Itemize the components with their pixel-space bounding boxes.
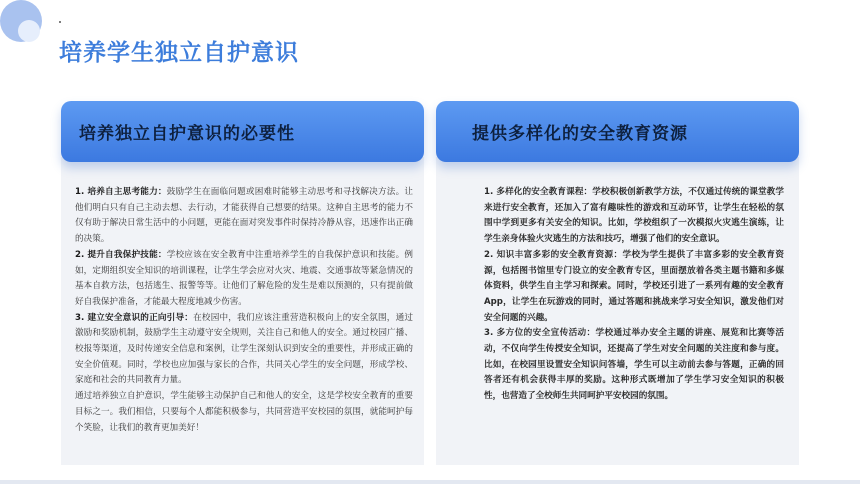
right-card-item-label: 2. 知识丰富多彩的安全教育资源： bbox=[484, 249, 623, 260]
left-card-item-text: 学校应该在安全教育中注重培养学生的自我保护意识和技能。例如，定期组织安全知识的培训课程，让学生学会应对火灾、地震、交通事故等紧急情况的基本自救方法，包括逃生、报警等等。让他们了解危险的发生是难以预测的，只有提前做好自我保护准备，才能最大程度地减少伤害。 bbox=[75, 249, 413, 307]
right-card-item-text: 学校通过举办安全主题的讲座、展览和比赛等活动，不仅向学生传授安全知识，还提高了学生对安全问题的关注度和参与度。比如，在校园里设置安全知识问答墙，学生可以主动前去参与答题，正确的回答者还有机会获得丰厚的奖励。这种形式既增加了学生学习安全知识的积极性，也营造了全校师生共同呵护平安校园的氛围。 bbox=[484, 328, 784, 402]
page-title: 培养学生独立自护意识 bbox=[59, 40, 299, 66]
decorative-circle-small bbox=[18, 20, 40, 42]
left-card-header-title: 培养独立自护意识的必要性 bbox=[79, 124, 295, 144]
left-card-item-label: 3. 建立安全意识的正向引导： bbox=[75, 312, 194, 323]
right-card-item-label: 3. 多方位的安全宣传活动： bbox=[484, 328, 596, 339]
right-card-item bbox=[484, 326, 784, 405]
left-card-item-label: 2. 提升自我保护技能： bbox=[75, 249, 167, 260]
decorative-dot bbox=[59, 21, 61, 23]
bottom-bar bbox=[0, 480, 860, 484]
right-card-item bbox=[484, 248, 784, 327]
right-card-body bbox=[484, 185, 784, 405]
left-card-item-label: 1. 培养自主思考能力： bbox=[75, 187, 167, 197]
right-card-item-text: 学校积极创新教学方法，不仅通过传统的课堂教学来进行安全教育，还加入了富有趣味性的游戏和互动环节，让学生在轻松的氛围中学到更多有关安全的知识。比如，学校组织了一次模拟火灾逃生演练，让学生亲身体验火灾逃生的方法和技巧，增强了他们的安全意识。 bbox=[484, 187, 784, 245]
left-card-item-text: 在校园中，我们应该注重营造积极向上的安全氛围，通过激励和奖励机制，鼓励学生主动遵守安全规则，关注自己和他人的安全。通过校园广播、校报等渠道，及时传递安全信息和案例，让学生深刻认识到安全的重要性，并形成正确的安全价值观。同时，学校也应加强与家长的合作，共同关心学生的安全问题，形成学校、家庭和社会的共同教育力量。 bbox=[75, 312, 413, 386]
right-card-item-label: 1. 多样化的安全教育课程： bbox=[484, 187, 593, 197]
left-card-item bbox=[75, 248, 413, 311]
left-card-closing: 通过培养独立自护意识，学生能够主动保护自己和他人的安全，这是学校安全教育的重要目标之一。我们相信，只要每个人都能积极参与，共同营造平安校园的氛围，就能呵护每个笑脸，让我们的教育更加美好！ bbox=[75, 391, 413, 433]
right-card-item bbox=[484, 185, 784, 248]
left-card-header bbox=[61, 101, 424, 162]
left-card-item bbox=[75, 311, 413, 390]
right-card-item-text: 学校为学生提供了丰富多彩的安全教育资源，包括图书馆里专门设立的安全教育专区，里面摆放着各类主题书籍和多媒体资料，供学生自主学习和探索。同时，学校还引进了一系列有趣的安全教育App，让学生在玩游戏的同时，通过答题和挑战来学习安全知识，激发他们对安全问题的兴趣。 bbox=[484, 249, 784, 323]
right-card-header-title: 提供多样化的安全教育资源 bbox=[472, 124, 688, 144]
right-card-header bbox=[436, 101, 799, 162]
left-card-item-text: 鼓励学生在面临问题或困难时能够主动思考和寻找解决方法。让他们明白只有自己主动去想、去行动，才能获得自己想要的结果。这种自主思考的能力不仅有助于解决日常生活中的小问题，更能在面对突发事件时保持冷静从容，迅速作出正确的决策。 bbox=[75, 187, 413, 245]
left-card-item bbox=[75, 185, 413, 248]
left-card-body bbox=[75, 185, 413, 436]
